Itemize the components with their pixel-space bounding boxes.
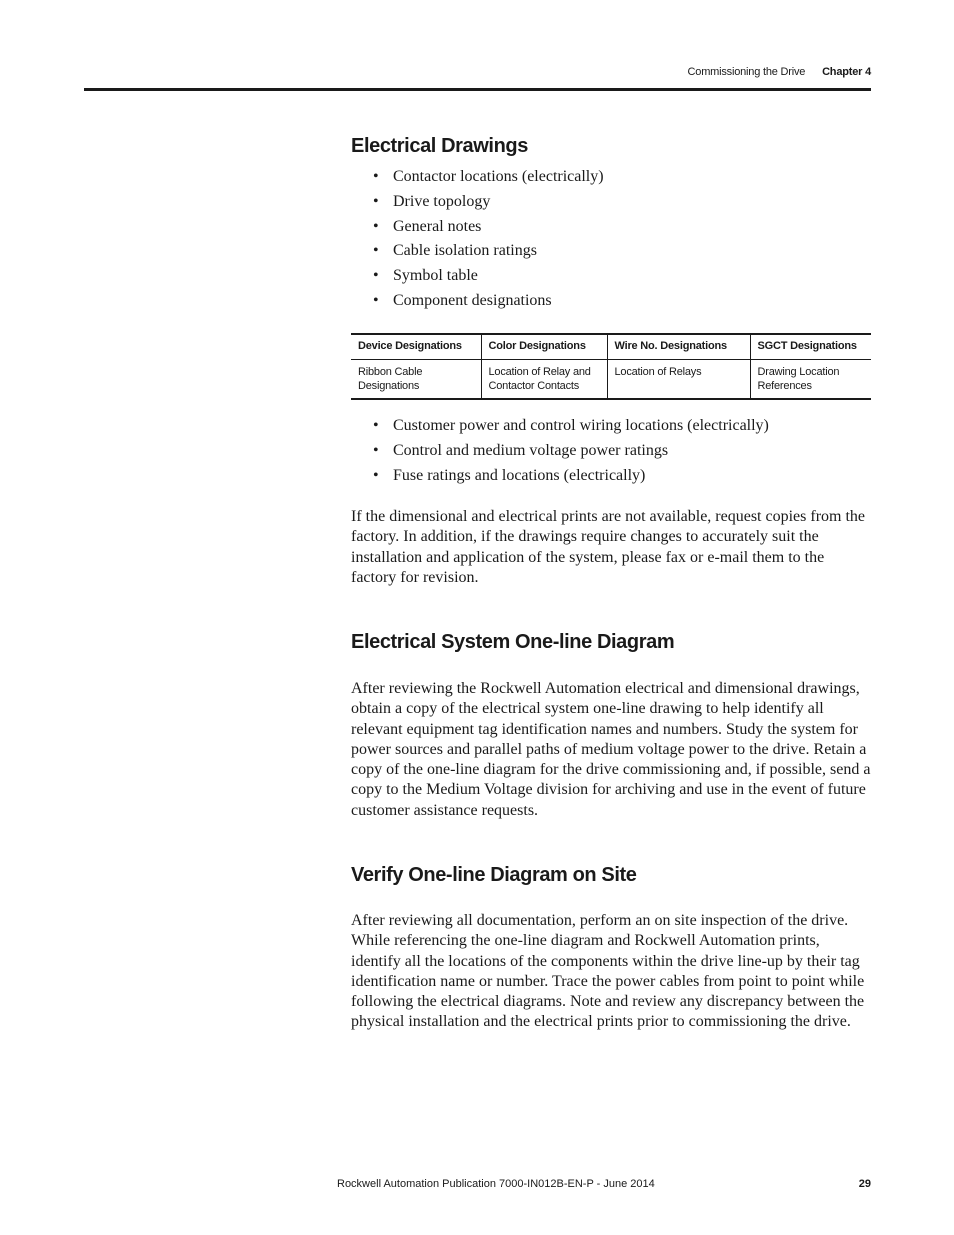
- bullet-list-drawings-a: [373, 165, 604, 314]
- table-header-row: [351, 334, 871, 360]
- designations-table: [351, 333, 871, 400]
- list-item: • Control and medium voltage power ratings: [373, 439, 769, 464]
- heading-electrical-drawings: Electrical Drawings: [351, 135, 528, 157]
- page-number: 29: [858, 1178, 871, 1190]
- list-item: • Component designations: [373, 289, 604, 314]
- paragraph-verify-on-site: After reviewing all documentation, perform an on site inspection of the drive. While referencing the one-line diagram and Rockwell Automation prints, identify all the locations of the components within the drive line-up by their tag identification name or number. Trace the power cables from point to point while following the electrical diagrams. Note and review any discrepancy between the physical installation and the electrical prints prior to commissioning the drive.: [351, 912, 865, 1031]
- running-header: [688, 66, 871, 78]
- list-item: • Contactor locations (electrically): [373, 165, 604, 190]
- list-item: • Symbol table: [373, 264, 604, 289]
- list-item: • Fuse ratings and locations (electrically): [373, 464, 769, 489]
- table-header-cell: Device Designations: [351, 334, 481, 360]
- list-item: • Drive topology: [373, 190, 604, 215]
- table-cell: Drawing Location References: [750, 360, 871, 400]
- bullet-list-drawings-b: [373, 414, 769, 488]
- paragraph-prints-request: If the dimensional and electrical prints are not available, request copies from the factory. In addition, if the drawings require changes to accurately suit the installation and application of the system, please fax or e-mail them to the factory for revision.: [351, 508, 866, 586]
- table-cell: Location of Relays: [607, 360, 750, 400]
- heading-one-line-diagram: Electrical System One-line Diagram: [351, 631, 675, 653]
- table-cell: Ribbon Cable Designations: [351, 360, 481, 400]
- table-header-cell: SGCT Designations: [750, 334, 871, 360]
- table-cell: Location of Relay and Contactor Contacts: [481, 360, 607, 400]
- table-header-cell: Color Designations: [481, 334, 607, 360]
- footer-publication: Rockwell Automation Publication 7000-IN012B-EN-P - June 2014: [337, 1178, 655, 1190]
- header-rule: [84, 88, 871, 91]
- header-section-title: Commissioning the Drive: [687, 66, 806, 78]
- table-header-cell: Wire No. Designations: [607, 334, 750, 360]
- header-chapter: Chapter 4: [822, 66, 871, 78]
- list-item: • General notes: [373, 215, 604, 240]
- heading-verify-on-site: Verify One-line Diagram on Site: [351, 864, 637, 886]
- table-row: [351, 360, 871, 400]
- list-item: • Customer power and control wiring locations (electrically): [373, 414, 769, 439]
- paragraph-one-line-diagram: After reviewing the Rockwell Automation electrical and dimensional drawings, obtain a copy of the electrical system one-line drawing to help identify all relevant equipment tag identification names and numbers. Study the system for power sources and parallel paths of medium voltage power to the drive. Retain a copy of the one-line diagram for the drive commissioning and, if possible, send a copy to the Medium Voltage division for archiving and use in the event of future customer assistance requests.: [351, 680, 871, 819]
- list-item: • Cable isolation ratings: [373, 239, 604, 264]
